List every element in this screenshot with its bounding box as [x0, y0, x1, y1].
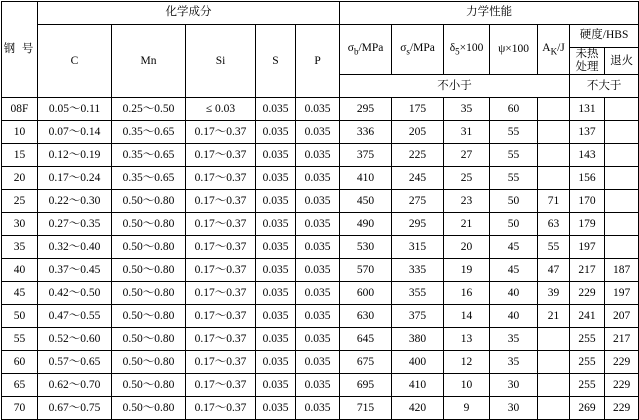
cell-hardness-untreated: 217: [570, 259, 605, 282]
cell-mn: 0.35～0.65: [112, 121, 186, 144]
cell-hardness-untreated: 131: [570, 98, 605, 121]
cell-mn: 0.50～0.80: [112, 190, 186, 213]
cell-s: 0.035: [256, 305, 296, 328]
cell-grade: 15: [2, 144, 38, 167]
cell-hardness-annealed: [605, 167, 639, 190]
cell-yield: 380: [392, 328, 444, 351]
cell-s: 0.035: [256, 121, 296, 144]
cell-s: 0.035: [256, 328, 296, 351]
cell-p: 0.035: [296, 167, 340, 190]
cell-reduction: 45: [490, 259, 538, 282]
cell-grade: 65: [2, 374, 38, 397]
cell-reduction: 50: [490, 190, 538, 213]
cell-c: 0.12～0.19: [38, 144, 112, 167]
cell-impact: [538, 167, 570, 190]
cell-reduction: 55: [490, 144, 538, 167]
cell-p: 0.035: [296, 374, 340, 397]
cell-mn: 0.50～0.80: [112, 328, 186, 351]
cell-p: 0.035: [296, 305, 340, 328]
cell-hardness-annealed: [605, 213, 639, 236]
table-row: [2, 190, 639, 213]
cell-hardness-annealed: [605, 190, 639, 213]
cell-impact: 63: [538, 213, 570, 236]
cell-si: 0.17～0.37: [186, 167, 256, 190]
cell-s: 0.035: [256, 282, 296, 305]
header-col-c: C: [38, 25, 112, 98]
table-row: [2, 305, 639, 328]
cell-tensile: 336: [340, 121, 392, 144]
cell-reduction: 55: [490, 167, 538, 190]
cell-hardness-untreated: 197: [570, 236, 605, 259]
cell-impact: [538, 351, 570, 374]
table-body: [2, 98, 639, 420]
cell-c: 0.67～0.75: [38, 397, 112, 420]
cell-elongation: 9: [444, 397, 490, 420]
header-row-hardness-group: [2, 25, 639, 48]
cell-c: 0.27～0.35: [38, 213, 112, 236]
cell-p: 0.035: [296, 397, 340, 420]
note-not-more-than: 不大于: [570, 75, 639, 98]
cell-hardness-untreated: 156: [570, 167, 605, 190]
cell-reduction: 35: [490, 351, 538, 374]
cell-p: 0.035: [296, 144, 340, 167]
header-group-mechanical: 力学性能: [340, 2, 639, 25]
cell-s: 0.035: [256, 144, 296, 167]
cell-elongation: 31: [444, 121, 490, 144]
cell-hardness-annealed: 217: [605, 328, 639, 351]
cell-elongation: 14: [444, 305, 490, 328]
cell-mn: 0.50～0.80: [112, 282, 186, 305]
cell-yield: 225: [392, 144, 444, 167]
cell-hardness-annealed: [605, 98, 639, 121]
cell-tensile: 715: [340, 397, 392, 420]
cell-hardness-untreated: 170: [570, 190, 605, 213]
cell-impact: 47: [538, 259, 570, 282]
header-col-yield-strength: [392, 25, 444, 75]
cell-s: 0.035: [256, 98, 296, 121]
cell-yield: 375: [392, 305, 444, 328]
table-row: [2, 351, 639, 374]
table-row: [2, 328, 639, 351]
cell-si: 0.17～0.37: [186, 397, 256, 420]
table-row: [2, 259, 639, 282]
cell-impact: [538, 144, 570, 167]
cell-hardness-annealed: 229: [605, 374, 639, 397]
cell-s: 0.035: [256, 167, 296, 190]
cell-mn: 0.50～0.80: [112, 305, 186, 328]
cell-si: 0.17～0.37: [186, 144, 256, 167]
cell-elongation: 10: [444, 374, 490, 397]
header-col-mn: Mn: [112, 25, 186, 98]
cell-tensile: 600: [340, 282, 392, 305]
cell-c: 0.47～0.55: [38, 305, 112, 328]
header-col-p: P: [296, 25, 340, 98]
cell-grade: 40: [2, 259, 38, 282]
cell-tensile: 490: [340, 213, 392, 236]
table-row: [2, 397, 639, 420]
cell-elongation: 16: [444, 282, 490, 305]
cell-impact: [538, 374, 570, 397]
cell-si: 0.17～0.37: [186, 236, 256, 259]
cell-hardness-annealed: 207: [605, 305, 639, 328]
cell-tensile: 630: [340, 305, 392, 328]
cell-s: 0.035: [256, 259, 296, 282]
cell-yield: 175: [392, 98, 444, 121]
cell-hardness-untreated: 255: [570, 351, 605, 374]
cell-hardness-untreated: 255: [570, 328, 605, 351]
document-page: [0, 1, 639, 414]
cell-c: 0.57～0.65: [38, 351, 112, 374]
cell-si: 0.17～0.37: [186, 374, 256, 397]
header-group-composition: 化学成分: [38, 2, 340, 25]
cell-si: 0.17～0.37: [186, 305, 256, 328]
table-row: [2, 121, 639, 144]
table-row: [2, 98, 639, 121]
header-row-groups: [2, 2, 639, 25]
cell-reduction: 45: [490, 236, 538, 259]
cell-hardness-untreated: 269: [570, 397, 605, 420]
cell-hardness-annealed: 197: [605, 282, 639, 305]
cell-reduction: 40: [490, 305, 538, 328]
cell-hardness-untreated: 137: [570, 121, 605, 144]
cell-hardness-annealed: 229: [605, 397, 639, 420]
cell-elongation: 21: [444, 213, 490, 236]
header-col-s: S: [256, 25, 296, 98]
cell-s: 0.035: [256, 213, 296, 236]
cell-s: 0.035: [256, 397, 296, 420]
cell-tensile: 375: [340, 144, 392, 167]
table-row: [2, 144, 639, 167]
psi-symbol: ψ×100: [498, 43, 530, 56]
cell-tensile: 695: [340, 374, 392, 397]
sigma-b-symbol: $\sigma_b$/MPa: [347, 42, 384, 57]
cell-mn: 0.35～0.65: [112, 167, 186, 190]
cell-s: 0.035: [256, 236, 296, 259]
cell-mn: 0.50～0.80: [112, 236, 186, 259]
cell-mn: 0.25～0.50: [112, 98, 186, 121]
cell-impact: [538, 397, 570, 420]
cell-yield: 275: [392, 190, 444, 213]
cell-mn: 0.50～0.80: [112, 351, 186, 374]
cell-elongation: 23: [444, 190, 490, 213]
cell-grade: 10: [2, 121, 38, 144]
cell-si: 0.17～0.37: [186, 213, 256, 236]
cell-c: 0.07～0.14: [38, 121, 112, 144]
cell-hardness-untreated: 229: [570, 282, 605, 305]
cell-yield: 420: [392, 397, 444, 420]
cell-p: 0.035: [296, 213, 340, 236]
cell-impact: [538, 98, 570, 121]
cell-tensile: 675: [340, 351, 392, 374]
sigma-s-symbol: $\sigma_s$/MPa: [400, 42, 435, 57]
cell-reduction: 50: [490, 213, 538, 236]
cell-grade: 25: [2, 190, 38, 213]
cell-yield: 400: [392, 351, 444, 374]
cell-hardness-untreated: 255: [570, 374, 605, 397]
cell-grade: 50: [2, 305, 38, 328]
cell-elongation: 13: [444, 328, 490, 351]
cell-reduction: 40: [490, 282, 538, 305]
header-col-elongation: [444, 25, 490, 75]
cell-c: 0.22～0.30: [38, 190, 112, 213]
table-row: [2, 167, 639, 190]
cell-c: 0.17～0.24: [38, 167, 112, 190]
cell-hardness-annealed: [605, 144, 639, 167]
cell-grade: 35: [2, 236, 38, 259]
cell-hardness-annealed: 229: [605, 351, 639, 374]
cell-grade: 45: [2, 282, 38, 305]
header-col-impact: [538, 25, 570, 75]
cell-grade: 70: [2, 397, 38, 420]
cell-si: 0.17～0.37: [186, 351, 256, 374]
cell-tensile: 530: [340, 236, 392, 259]
cell-c: 0.32～0.40: [38, 236, 112, 259]
cell-tensile: 295: [340, 98, 392, 121]
cell-reduction: 60: [490, 98, 538, 121]
cell-mn: 0.35～0.65: [112, 144, 186, 167]
cell-hardness-untreated: 179: [570, 213, 605, 236]
cell-elongation: 27: [444, 144, 490, 167]
table-row: [2, 282, 639, 305]
cell-impact: 71: [538, 190, 570, 213]
cell-yield: 355: [392, 282, 444, 305]
cell-si: 0.17～0.37: [186, 121, 256, 144]
cell-p: 0.035: [296, 121, 340, 144]
cell-c: 0.62～0.70: [38, 374, 112, 397]
cell-tensile: 450: [340, 190, 392, 213]
cell-p: 0.035: [296, 236, 340, 259]
cell-elongation: 20: [444, 236, 490, 259]
cell-tensile: 570: [340, 259, 392, 282]
cell-grade: 60: [2, 351, 38, 374]
note-not-less-than: 不小于: [340, 75, 570, 98]
cell-c: 0.05～0.11: [38, 98, 112, 121]
cell-mn: 0.50～0.80: [112, 259, 186, 282]
cell-reduction: 35: [490, 328, 538, 351]
cell-mn: 0.50～0.80: [112, 213, 186, 236]
header-col-si: Si: [186, 25, 256, 98]
steel-properties-table: [1, 1, 639, 420]
cell-hardness-annealed: [605, 236, 639, 259]
cell-impact: [538, 121, 570, 144]
header-col-tensile-strength: [340, 25, 392, 75]
cell-elongation: 12: [444, 351, 490, 374]
cell-s: 0.035: [256, 190, 296, 213]
cell-elongation: 35: [444, 98, 490, 121]
cell-si: 0.17～0.37: [186, 259, 256, 282]
cell-grade: 55: [2, 328, 38, 351]
cell-elongation: 25: [444, 167, 490, 190]
cell-p: 0.035: [296, 98, 340, 121]
cell-s: 0.035: [256, 374, 296, 397]
table-row: [2, 374, 639, 397]
cell-tensile: 410: [340, 167, 392, 190]
cell-hardness-untreated: 241: [570, 305, 605, 328]
header-group-hardness: 硬度/HBS: [570, 25, 639, 48]
cell-hardness-annealed: [605, 121, 639, 144]
cell-c: 0.37～0.45: [38, 259, 112, 282]
cell-yield: 295: [392, 213, 444, 236]
cell-si: 0.17～0.37: [186, 282, 256, 305]
cell-yield: 410: [392, 374, 444, 397]
cell-si: 0.17～0.37: [186, 190, 256, 213]
cell-grade: 08F: [2, 98, 38, 121]
table-row: [2, 213, 639, 236]
cell-impact: 21: [538, 305, 570, 328]
cell-si: 0.17～0.37: [186, 328, 256, 351]
cell-c: 0.42～0.50: [38, 282, 112, 305]
cell-p: 0.035: [296, 351, 340, 374]
cell-p: 0.035: [296, 328, 340, 351]
cell-yield: 245: [392, 167, 444, 190]
header-col-hardness-untreated: 未热处理: [570, 48, 605, 75]
cell-yield: 335: [392, 259, 444, 282]
cell-impact: [538, 328, 570, 351]
cell-p: 0.035: [296, 259, 340, 282]
delta5-symbol: $\delta_5\times 100$: [449, 42, 484, 57]
cell-impact: 39: [538, 282, 570, 305]
cell-reduction: 55: [490, 121, 538, 144]
cell-si: ≤ 0.03: [186, 98, 256, 121]
table-row: [2, 236, 639, 259]
cell-mn: 0.50～0.80: [112, 374, 186, 397]
cell-c: 0.52～0.60: [38, 328, 112, 351]
cell-p: 0.035: [296, 190, 340, 213]
header-col-reduction: [490, 25, 538, 75]
cell-hardness-untreated: 143: [570, 144, 605, 167]
cell-reduction: 30: [490, 374, 538, 397]
cell-impact: 55: [538, 236, 570, 259]
header-col-hardness-annealed: 退火: [605, 48, 639, 75]
cell-yield: 205: [392, 121, 444, 144]
header-grade: 钢 号: [2, 2, 38, 98]
cell-reduction: 30: [490, 397, 538, 420]
cell-p: 0.035: [296, 282, 340, 305]
cell-tensile: 645: [340, 328, 392, 351]
cell-grade: 20: [2, 167, 38, 190]
cell-elongation: 19: [444, 259, 490, 282]
cell-yield: 315: [392, 236, 444, 259]
cell-s: 0.035: [256, 351, 296, 374]
cell-mn: 0.50～0.80: [112, 397, 186, 420]
cell-hardness-annealed: 187: [605, 259, 639, 282]
ak-symbol: $A_K/J$: [542, 42, 565, 57]
cell-grade: 30: [2, 213, 38, 236]
